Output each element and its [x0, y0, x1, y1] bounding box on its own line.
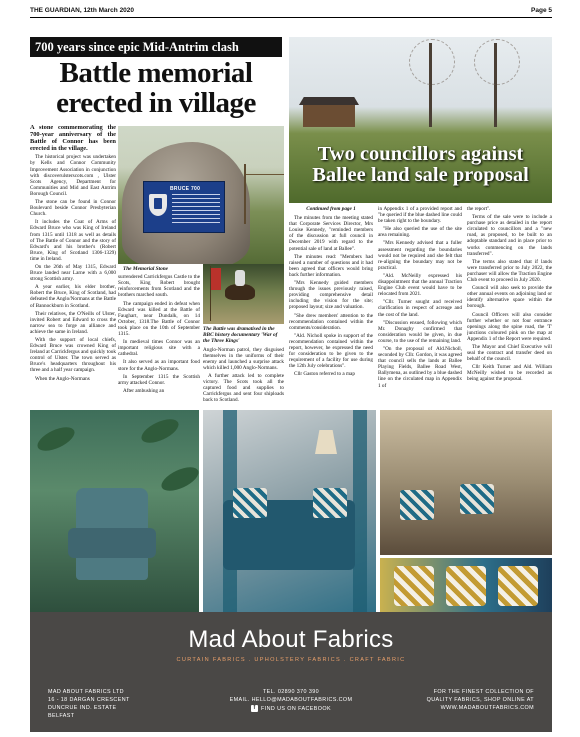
rider	[235, 270, 245, 286]
paragraph: "Cllr. Turner sought and received clarification in respect of acreage and the cost of the land.	[378, 299, 462, 318]
header-rule	[30, 17, 552, 18]
armchair	[76, 488, 148, 580]
paragraph: The Mayor and Chief Executive will seal the contract and transfer deed on behalf of the council.	[467, 343, 552, 363]
paragraph: in Appendix 1 of a provided report and "he queried if the blue dashed line could be taken right to the boundary.	[378, 206, 462, 225]
paragraph: "She drew members' attention to the recommendation contained within the comments/consideration.	[289, 312, 373, 331]
paragraph: "He also queried the use of the site area remaining.	[378, 226, 462, 239]
paragraph: It includes the Coat of Arms of Edward Bruce who was King of Ireland from 1315 until 1318 as well as details of The Battle of Connor and the story of Edward's and his brother's (Robert Bruce, King of Scotland 1306-1329) time in Ireland.	[30, 219, 116, 262]
paragraph: A year earlier, his elder brother, Robert the Bruce, King of Scotland, had defeated the Anglo/Normans at the Battle of Bannockburn in Scotland.	[30, 284, 116, 309]
leaf	[158, 462, 199, 495]
paragraph: The minutes read: "Members had raised a number of questions and it had been agreed that officers would bring back further information.	[289, 253, 373, 278]
story1-kicker: 700 years since epic Mid-Antrim clash	[30, 37, 282, 57]
continued-label: Continued from page 1	[306, 206, 356, 212]
story2-column-3	[467, 206, 552, 410]
advert-promo	[427, 688, 534, 712]
cushion	[313, 488, 347, 518]
story1-lead: A stone commemorating the 700-year anniversary of the Battle of Connor has been erected in the village.	[30, 124, 116, 153]
cushion	[498, 566, 538, 606]
paragraph: "On the proposal of Ald.Nicholl, seconded by Cllr. Gordon, it was agreed that council sells the lands at Ballee Playing Fields, Ballee Road West, Ballymena, as outlined by a blue dashed line on the circulated map in Appendix 1 of	[378, 345, 462, 389]
address-line: BELFAST	[48, 713, 75, 719]
curtain-stripe	[353, 410, 367, 612]
story2-headline: Two councillors against Ballee land sale proposal	[312, 143, 529, 186]
story2-column-2	[378, 206, 462, 410]
paragraph: The historical project was undertaken by Kells and Connor Community Improvement Association in conjunction with discoverulsterscots.com , Ulster Scots Agency, Department for Communities and Mid and East Antrim Borough Council.	[30, 154, 116, 197]
advert-photo-armchair	[30, 410, 199, 612]
paragraph: A further attack led to complete victory. The Scots took all the captured food and supplies to Carrickfergus and sent four shiploads back to Scotland.	[203, 372, 284, 404]
promo-line: QUALITY FABRICS, SHOP ONLINE AT	[426, 697, 534, 703]
cushion	[394, 566, 434, 606]
advert-tagline: CURTAIN FABRICS . UPHOLSTERY FABRICS . CRAFT FABRIC	[176, 657, 406, 663]
advert-photo-cushions	[380, 558, 552, 612]
paragraph: Council Officers will also consider further whether or not four entrance openings along the spine road, the 'T' junctions coloured pink on the map at Appendix 1 of the Report were required.	[467, 311, 552, 342]
page-header-date: THE GUARDIAN, 12th March 2020	[30, 6, 135, 14]
paragraph: The campaign ended in defeat when Edward was killed at the Battle of Faughart, near Dundalk, on 14 October, 1318.The Battle of Connor took place on the 10th of September 1315.	[118, 300, 200, 338]
horse-caption: The Battle was dramatised in the BBC history documentary 'War of the Three Kings'	[203, 326, 278, 345]
facebook-label: FIND US ON FACEBOOK	[261, 705, 331, 712]
paragraph: "Ald. Nicholl spoke in support of the recommendation contained within the report, however, he expressed the need for consideration to be given to the requirement of a facility for use during the 12th July celebrations".	[289, 332, 373, 370]
coat-of-arms-icon	[149, 194, 167, 216]
plaque-text-lines	[172, 194, 220, 226]
phone-line: TEL. 02890 370 390	[262, 689, 320, 695]
bruce-plaque	[143, 181, 225, 233]
paragraph: "Mrs Kennedy guided members through the issues previously raised, providing comprehensive detail including the vision for the site; proposed layout; size and valuation.	[289, 280, 373, 311]
battle-reenactment-photo	[203, 264, 284, 324]
horse	[225, 284, 255, 300]
paragraph: In September 1315 the Scottish army attacked Connor.	[118, 373, 200, 386]
cushion	[400, 490, 434, 520]
address-line: 16 - 18 DARGAN CRESCENT	[48, 697, 130, 703]
banner	[211, 268, 221, 290]
paragraph: The minutes from the meeting stated that Corporate Services Director, Mrs Louise Kennedy, "reminded members of the discussion at full council in December 2019 with regard to the potential sale of land at Ballee".	[289, 215, 373, 252]
page-header	[30, 4, 552, 16]
fence	[244, 164, 284, 224]
paragraph: the report".	[467, 206, 491, 212]
advert-photo-sofa	[203, 410, 376, 612]
promo-line: FOR THE FINEST COLLECTION OF	[433, 689, 534, 695]
shed	[303, 105, 355, 127]
story1-column-3	[203, 326, 284, 412]
story1-column-1	[30, 124, 116, 412]
paragraph: "Ald. McNeilly expressed his disappointment that the annual Traction Engine Club event would have to be relocated from 2021.	[378, 272, 462, 298]
stone-caption: The Memorial Stone	[123, 266, 169, 272]
paragraph: The terms also stated that if lands were transferred prior to July 2022, the purchaser will allow the Traction Engine Club event to proceed in July 2020.	[467, 258, 552, 284]
cushion	[233, 488, 267, 518]
plaque-title: BRUCE 700	[170, 186, 201, 192]
paragraph: Anglo-Norman patrol, they disguised themselves in the uniforms of their enemy and launched a surprise attack which killed 1,000 Anglo-Normans.	[203, 346, 284, 371]
paragraph: With the support of local chiefs, Edward Bruce was crowned King of Ireland at Carrickfergus and quickly took control of Ulster. The town served as Bruce's headquarters throughout his three and a half year campaign.	[30, 337, 116, 374]
tree	[429, 43, 432, 127]
facebook-icon: f	[251, 705, 258, 712]
paragraph: Cllr Keith Turner and Ald. William McNeilly wished to be recorded as being against the proposal.	[467, 364, 552, 383]
email-line: EMAIL. HELLO@MADABOUTFABRICS.COM	[229, 697, 353, 703]
address-line: MAD ABOUT FABRICS LTD	[48, 689, 124, 695]
advert-band	[30, 612, 552, 732]
website-link[interactable]: WWW.MADABOUTFABRICS.COM	[440, 705, 534, 711]
facebook-link[interactable]	[251, 705, 331, 713]
paragraph: Their relatives, the O'Neills of Ulster, invited Robert and Edward to cross the narrow sea to forge an alliance and achieve the same in Ireland.	[30, 310, 116, 335]
cushion	[446, 566, 486, 606]
paragraph: Council will also seek to provide the other annual events on adjoining land or identify alternative space within the borough.	[467, 285, 552, 310]
paragraph: When the Anglo-Normans	[35, 375, 90, 382]
page-number: Page 5	[531, 6, 552, 14]
paragraph: It also served as an important food store for the Anglo-Normans.	[118, 359, 200, 372]
leaf	[34, 422, 78, 455]
paragraph: On the 26th of May 1315, Edward Bruce landed near Larne with a 6,000 strong Scottish army.	[30, 263, 116, 283]
paragraph: "Mrs Kennedy advised that a fuller assessment regarding the boundaries would not be required and she felt that re-aligning the boundary may not be practical.	[378, 240, 462, 271]
paragraph: surrendered Carrickfergus Castle to the Scots, King Robert brought reinforcements from Scotland and the brothers marched south.	[118, 274, 200, 299]
leaf	[138, 414, 182, 447]
story1-headline: Battle memorial erected in village	[56, 57, 256, 119]
memorial-stone-photo	[118, 126, 284, 264]
paragraph: Cllr Gaston referred to a map	[294, 371, 355, 378]
address-line: DUNCRUE IND. ESTATE	[48, 705, 117, 711]
paragraph: Terms of the sale were to include a purchase price as detailed in the report circulated to councillors and a "new road, as proposed, to be built to an adoptable standard and in place prior to works commencing on the lands transferred".	[467, 214, 552, 257]
story1-column-2	[118, 266, 200, 412]
cushion	[460, 484, 494, 514]
paragraph: In medieval times Connor was an important religious site with a cathedral.	[118, 339, 200, 358]
tree	[494, 43, 497, 127]
paragraph: "Discussion ensued, following which Mr. Donaghy confirmed that consideration would be given, in due course, to the use of the remaining land.	[378, 319, 462, 344]
advert-photo-bench	[380, 410, 552, 555]
paragraph: The stone can be found in Connor Boulevard beside Connor Presbyterian Church.	[30, 199, 116, 218]
lamp	[315, 430, 337, 454]
story2-column-1	[289, 206, 373, 410]
paragraph: After ambushing an	[123, 387, 165, 394]
advert-logo: Mad About Fabrics	[188, 626, 394, 653]
